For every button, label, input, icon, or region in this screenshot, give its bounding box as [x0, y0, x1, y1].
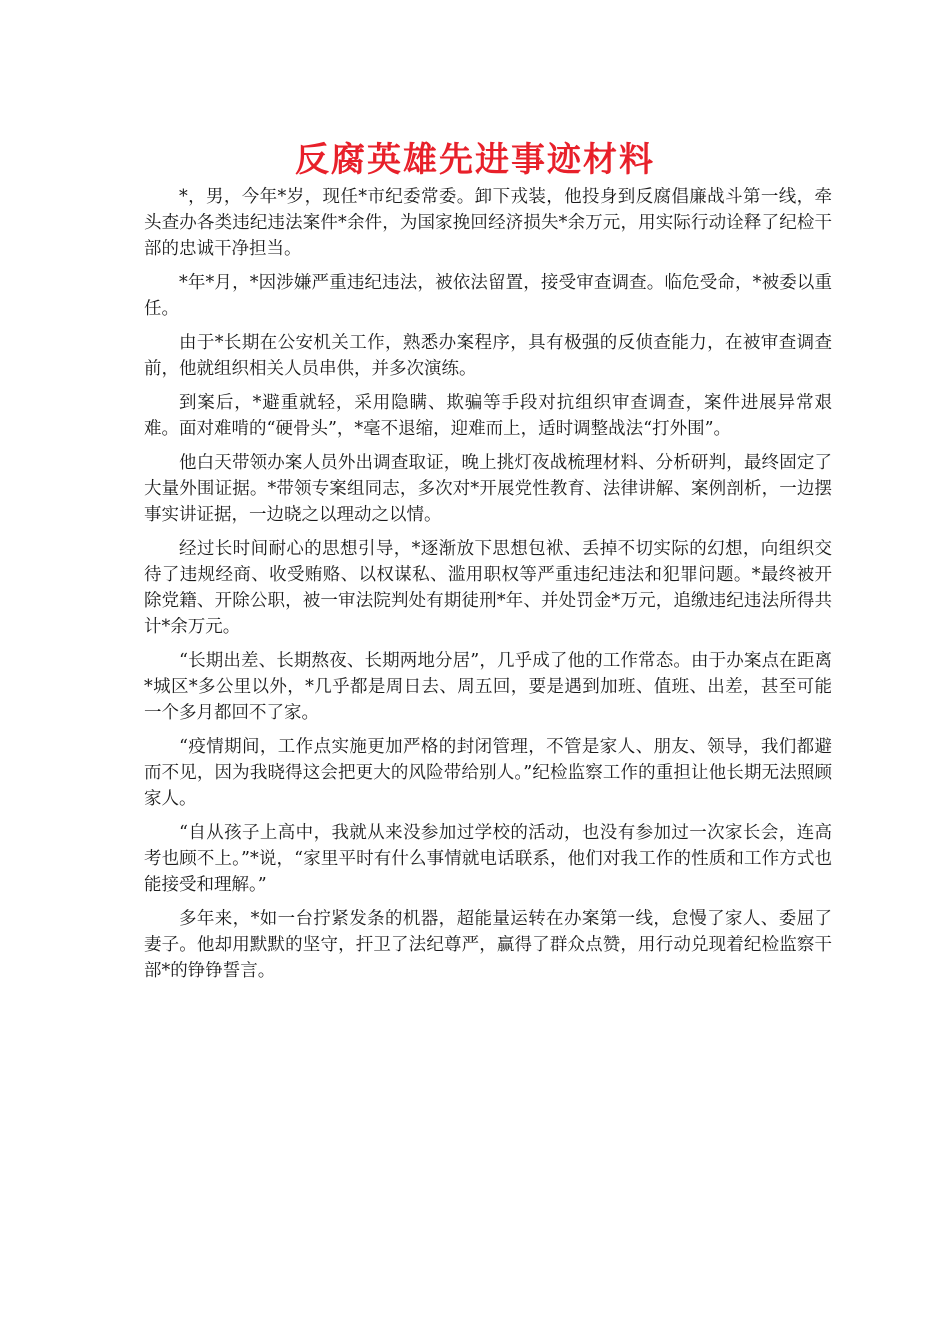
paragraph-3: 由于*长期在公安机关工作，熟悉办案程序，具有极强的反侦查能力，在被审查调查前，他就组织相关人员串供，并多次演练。: [144, 333, 832, 379]
paragraph-9: “自从孩子上高中，我就从来没参加过学校的活动，也没有参加过一次家长会，连高考也顾不上。”*说，“家里平时有什么事情就电话联系，他们对我工作的性质和工作方式也能接受和理解。”: [144, 823, 832, 895]
paragraph-2: *年*月，*因涉嫌严重违纪违法，被依法留置，接受审查调查。临危受命，*被委以重任。: [144, 273, 832, 319]
paragraph-1: *，男，今年*岁，现任*市纪委常委。卸下戎装，他投身到反腐倡廉战斗第一线，牵头查办各类违纪违法案件*余件，为国家挽回经济损失*余万元，用实际行动诠释了纪检干部的忠诚干净担当。: [144, 187, 832, 259]
document-title: 反腐英雄先进事迹材料: [295, 140, 655, 180]
paragraph-5: 他白天带领办案人员外出调查取证，晚上挑灯夜战梳理材料、分析研判，最终固定了大量外围证据。*带领专案组同志，多次对*开展党性教育、法律讲解、案例剖析，一边摆事实讲证据，一边晓之以理动之以情。: [144, 453, 832, 525]
document-body: [144, 184, 832, 992]
paragraph-10: 多年来，*如一台拧紧发条的机器，超能量运转在办案第一线，怠慢了家人、委屈了妻子。他却用默默的坚守，扞卫了法纪尊严，赢得了群众点赞，用行动兑现着纪检监察干部*的铮铮誓言。: [144, 909, 832, 981]
paragraph-6: 经过长时间耐心的思想引导，*逐渐放下思想包袱、丢掉不切实际的幻想，向组织交待了违规经商、收受贿赂、以权谋私、滥用职权等严重违纪违法和犯罪问题。*最终被开除党籍、开除公职，被一审法院判处有期徒刑*年、并处罚金*万元，追缴违纪违法所得共计*余万元。: [144, 539, 832, 637]
paragraph-4: 到案后，*避重就轻，采用隐瞒、欺骗等手段对抗组织审查调查，案件进展异常艰难。面对难啃的“硬骨头”，*毫不退缩，迎难而上，适时调整战法“打外围”。: [144, 393, 832, 439]
paragraph-7: “长期出差、长期熬夜、长期两地分居”，几乎成了他的工作常态。由于办案点在距离*城区*多公里以外，*几乎都是周日去、周五回，要是遇到加班、值班、出差，甚至可能一个多月都回不了家。: [144, 651, 832, 723]
paragraph-8: “疫情期间，工作点实施更加严格的封闭管理，不管是家人、朋友、领导，我们都避而不见，因为我晓得这会把更大的风险带给别人。”纪检监察工作的重担让他长期无法照顾家人。: [144, 737, 832, 809]
